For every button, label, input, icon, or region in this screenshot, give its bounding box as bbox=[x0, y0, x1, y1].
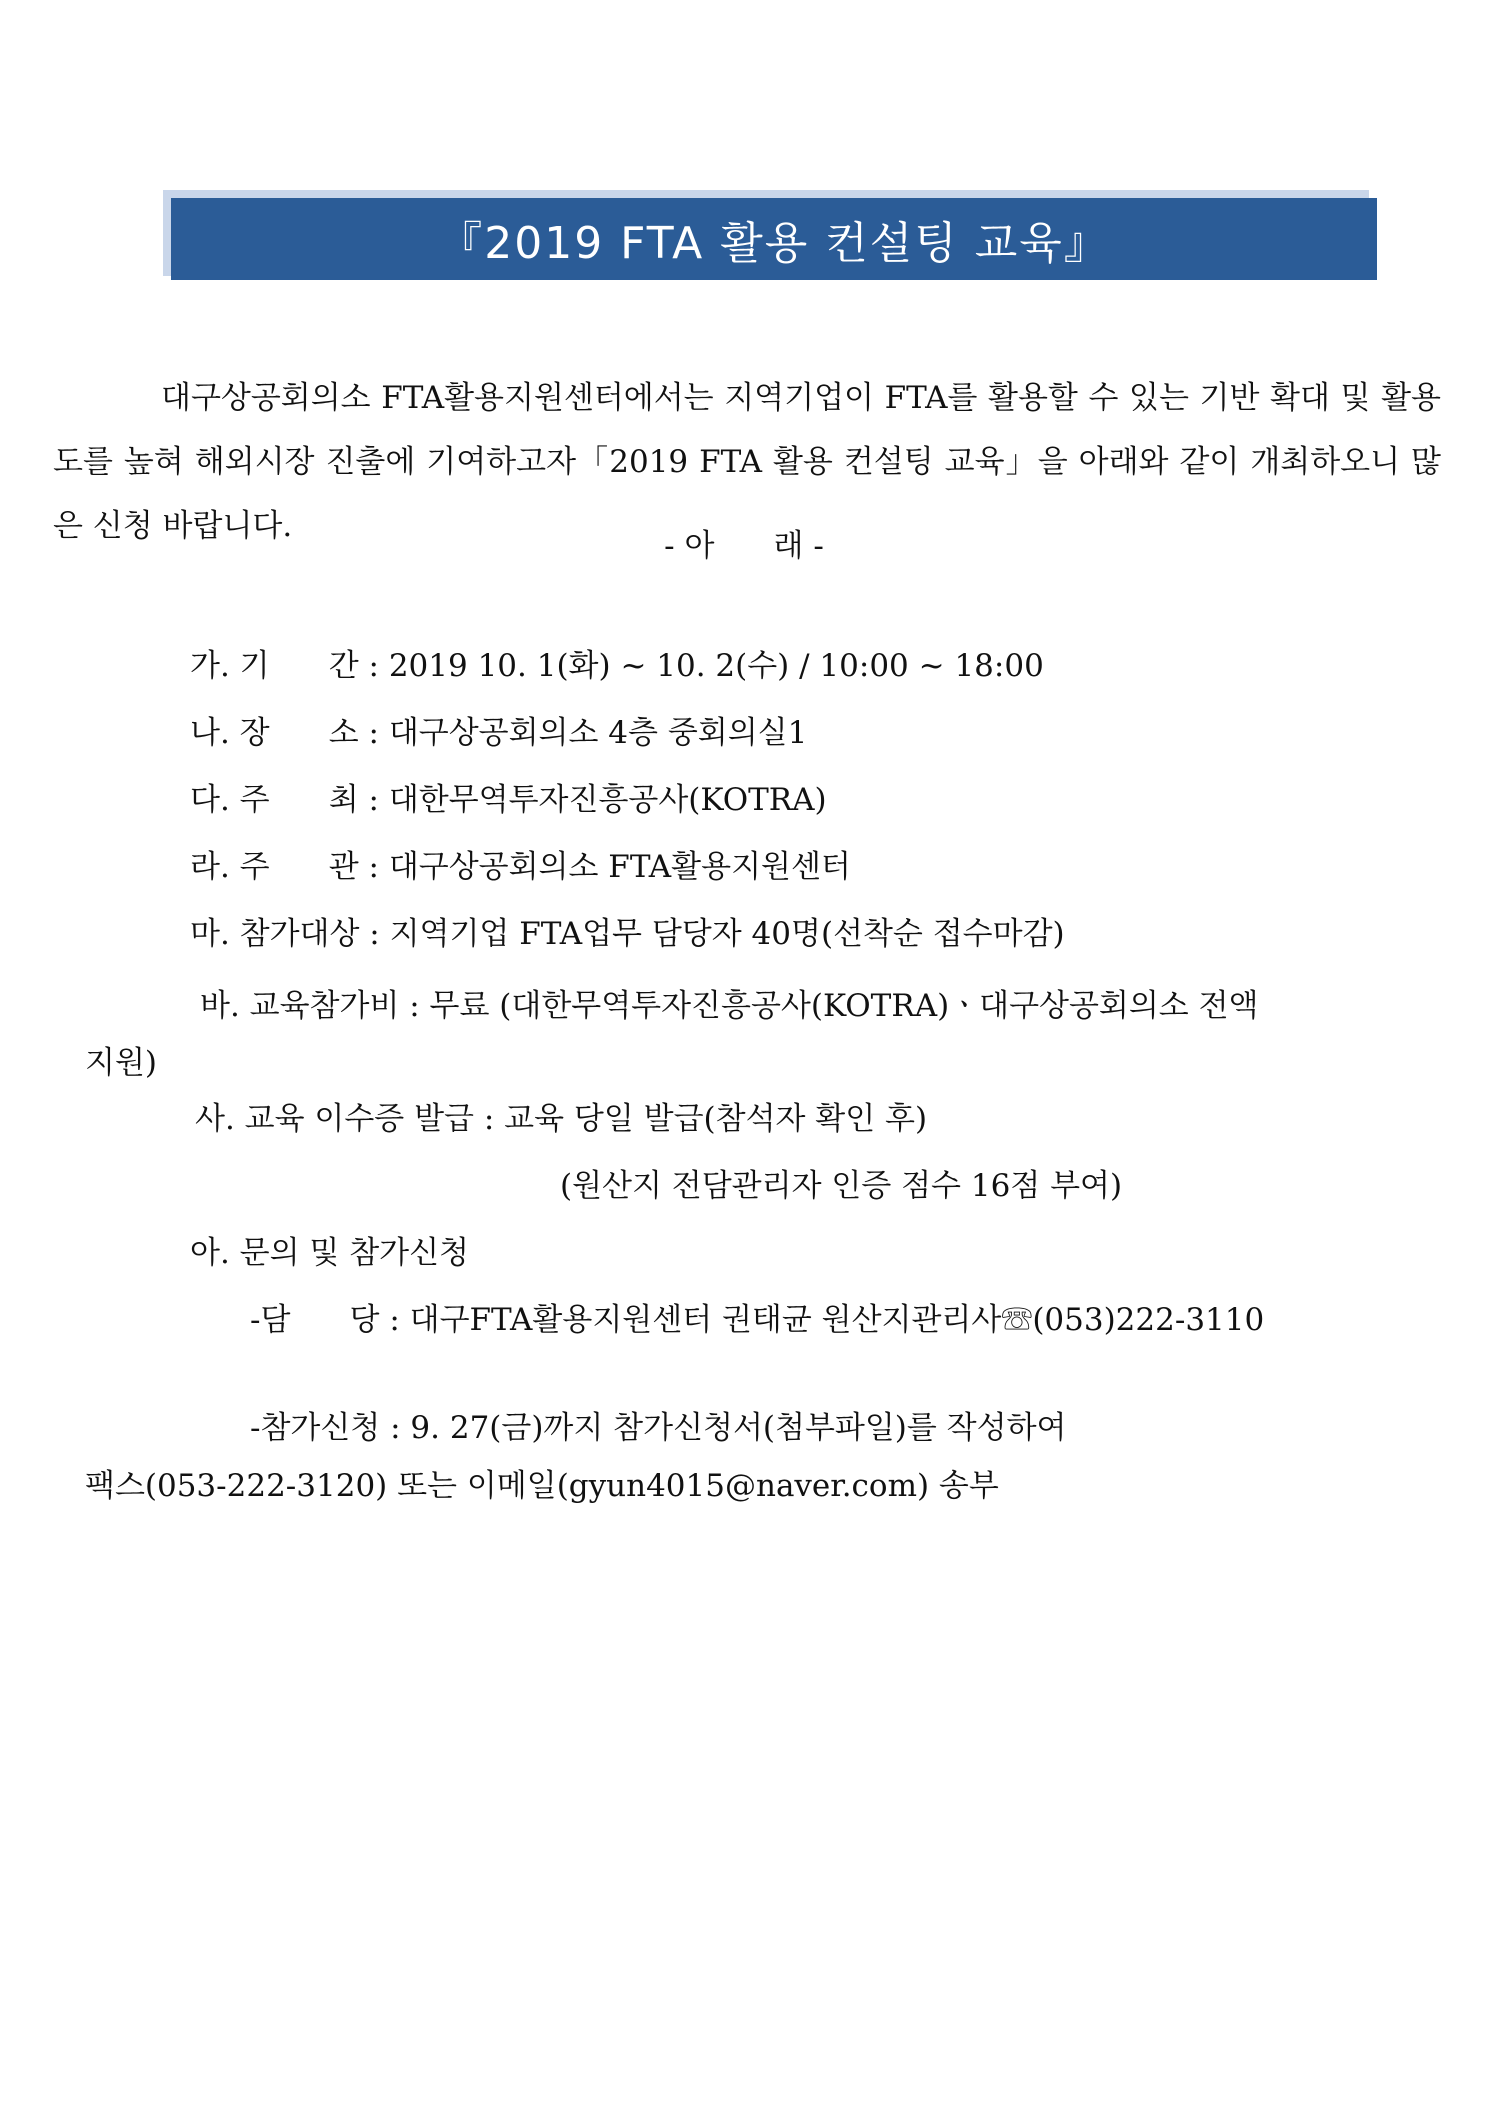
item-value: 대한무역투자진흥공사(KOTRA) bbox=[388, 782, 827, 818]
item-value: 무료 (대한무역투자진흥공사(KOTRA)ㆍ대구상공회의소 전액 bbox=[429, 988, 1259, 1024]
item-label: 마. 참가대상 : bbox=[190, 916, 390, 952]
contact-line bbox=[250, 1294, 1264, 1339]
item-label: 나. 장 소 : bbox=[190, 715, 389, 751]
item-value: 대구상공회의소 4층 중회의실1 bbox=[388, 715, 808, 751]
item-organizer bbox=[190, 841, 851, 886]
item-fee bbox=[200, 980, 1259, 1025]
item-label: 아. 문의 및 참가신청 bbox=[190, 1235, 469, 1271]
intro-paragraph: 대구상공회의소 FTA활용지원센터에서는 지역기업이 FTA를 활용할 수 있는 기반 확대 및 활용도를 높혀 해외시장 진출에 기여하고자「2019 FTA 활용 컨설팅 교육」을 아래와 같이 개최하오니 많은 신청 바랍니다. bbox=[53, 380, 1441, 544]
item-certificate bbox=[195, 1093, 927, 1138]
item-certificate-continued: (원산지 전담관리자 인증 점수 16점 부여) bbox=[560, 1168, 1123, 1204]
item-period bbox=[190, 640, 1044, 685]
item-label: 사. 교육 이수증 발급 : bbox=[195, 1101, 505, 1137]
item-label: 바. 교육참가비 : bbox=[200, 988, 430, 1024]
contact-value: 대구FTA활용지원센터 권태균 원산지관리사☏(053)222-3110 bbox=[409, 1302, 1265, 1338]
notice-label: - 아 래 - bbox=[664, 528, 824, 564]
item-value: 교육 당일 발급(참석자 확인 후) bbox=[504, 1101, 928, 1137]
item-label: 라. 주 관 : bbox=[190, 849, 389, 885]
apply-line bbox=[250, 1402, 1066, 1447]
item-location bbox=[190, 707, 807, 752]
item-value: 2019 10. 1(화) ~ 10. 2(수) / 10:00 ~ 18:00 bbox=[388, 648, 1044, 684]
apply-continued: 팩스(053-222-3120) 또는 이메일(gyun4015@naver.com) 송부 bbox=[85, 1468, 999, 1504]
contact-label: -담 당 : bbox=[250, 1302, 410, 1338]
item-value: 지역기업 FTA업무 담당자 40명(선착순 접수마감) bbox=[389, 916, 1065, 952]
item-value: 대구상공회의소 FTA활용지원센터 bbox=[388, 849, 851, 885]
apply-label: -참가신청 : bbox=[250, 1410, 411, 1446]
title-banner bbox=[171, 198, 1377, 280]
apply-value: 9. 27(금)까지 참가신청서(첨부파일)를 작성하여 bbox=[410, 1410, 1067, 1446]
item-target bbox=[190, 908, 1065, 953]
item-inquiry bbox=[190, 1227, 469, 1272]
item-label: 다. 주 최 : bbox=[190, 782, 389, 818]
item-fee-continued: 지원) bbox=[85, 1045, 157, 1081]
page-title: 『2019 FTA 활용 컨설팅 교육』 bbox=[438, 218, 1110, 269]
item-host bbox=[190, 774, 827, 819]
item-label: 가. 기 간 : bbox=[190, 648, 389, 684]
